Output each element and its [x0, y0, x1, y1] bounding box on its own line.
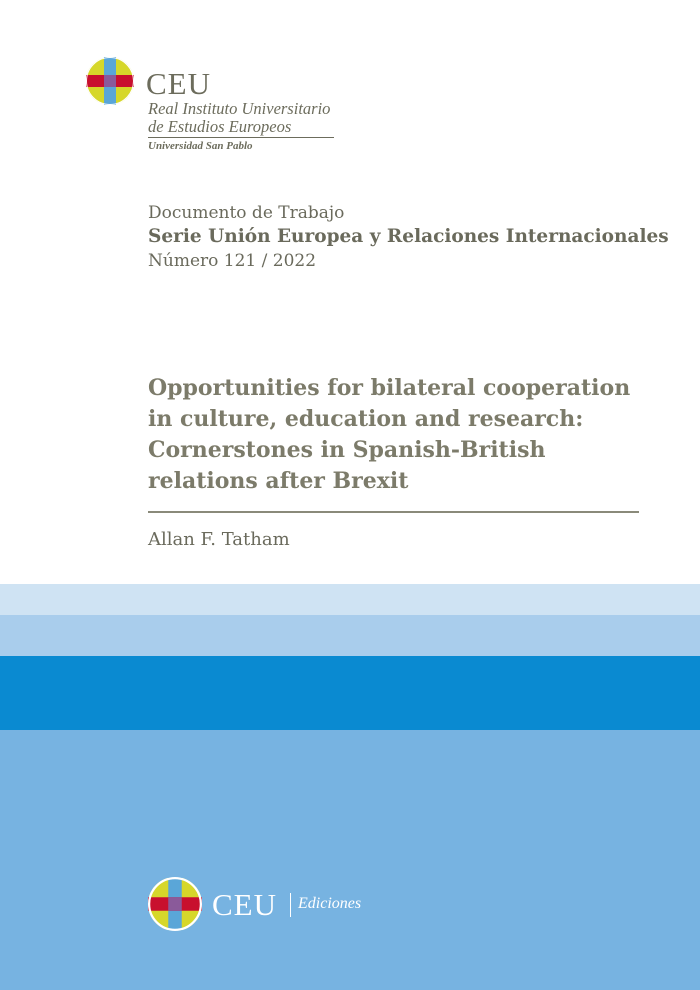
title-line: Opportunities for bilateral cooperation: [148, 375, 631, 401]
color-band-dark: [0, 656, 700, 730]
series-name: Serie Unión Europea y Relaciones Internacionales: [148, 226, 669, 247]
series-number: Número 121 / 2022: [148, 251, 317, 271]
logo-wordmark: CEU: [146, 66, 211, 101]
footer-separator: [290, 893, 291, 917]
title-line: Cornerstones in Spanish-British: [148, 437, 546, 463]
institute-name-line2: de Estudios Europeos: [148, 117, 292, 136]
ceu-emblem-icon: [86, 57, 134, 105]
title-line: relations after Brexit: [148, 468, 409, 494]
institute-divider: [148, 137, 334, 138]
document-type: Documento de Trabajo: [148, 203, 345, 223]
ceu-emblem-icon: [148, 877, 202, 931]
series-block: [148, 201, 669, 273]
title-line: in culture, education and research:: [148, 406, 584, 432]
footer-wordmark: CEU: [212, 887, 277, 922]
institute-block: [148, 100, 334, 152]
institute-name-line1: Real Instituto Universitario: [148, 99, 331, 118]
title-divider: [148, 511, 639, 513]
author-name: Allan F. Tatham: [148, 529, 290, 550]
color-band-lightest: [0, 584, 700, 615]
color-band-light: [0, 615, 700, 656]
publisher-name: Ediciones: [298, 895, 362, 912]
document-title: [148, 373, 648, 497]
color-band-mid: [0, 730, 700, 990]
university-name: Universidad San Pablo: [148, 140, 253, 152]
